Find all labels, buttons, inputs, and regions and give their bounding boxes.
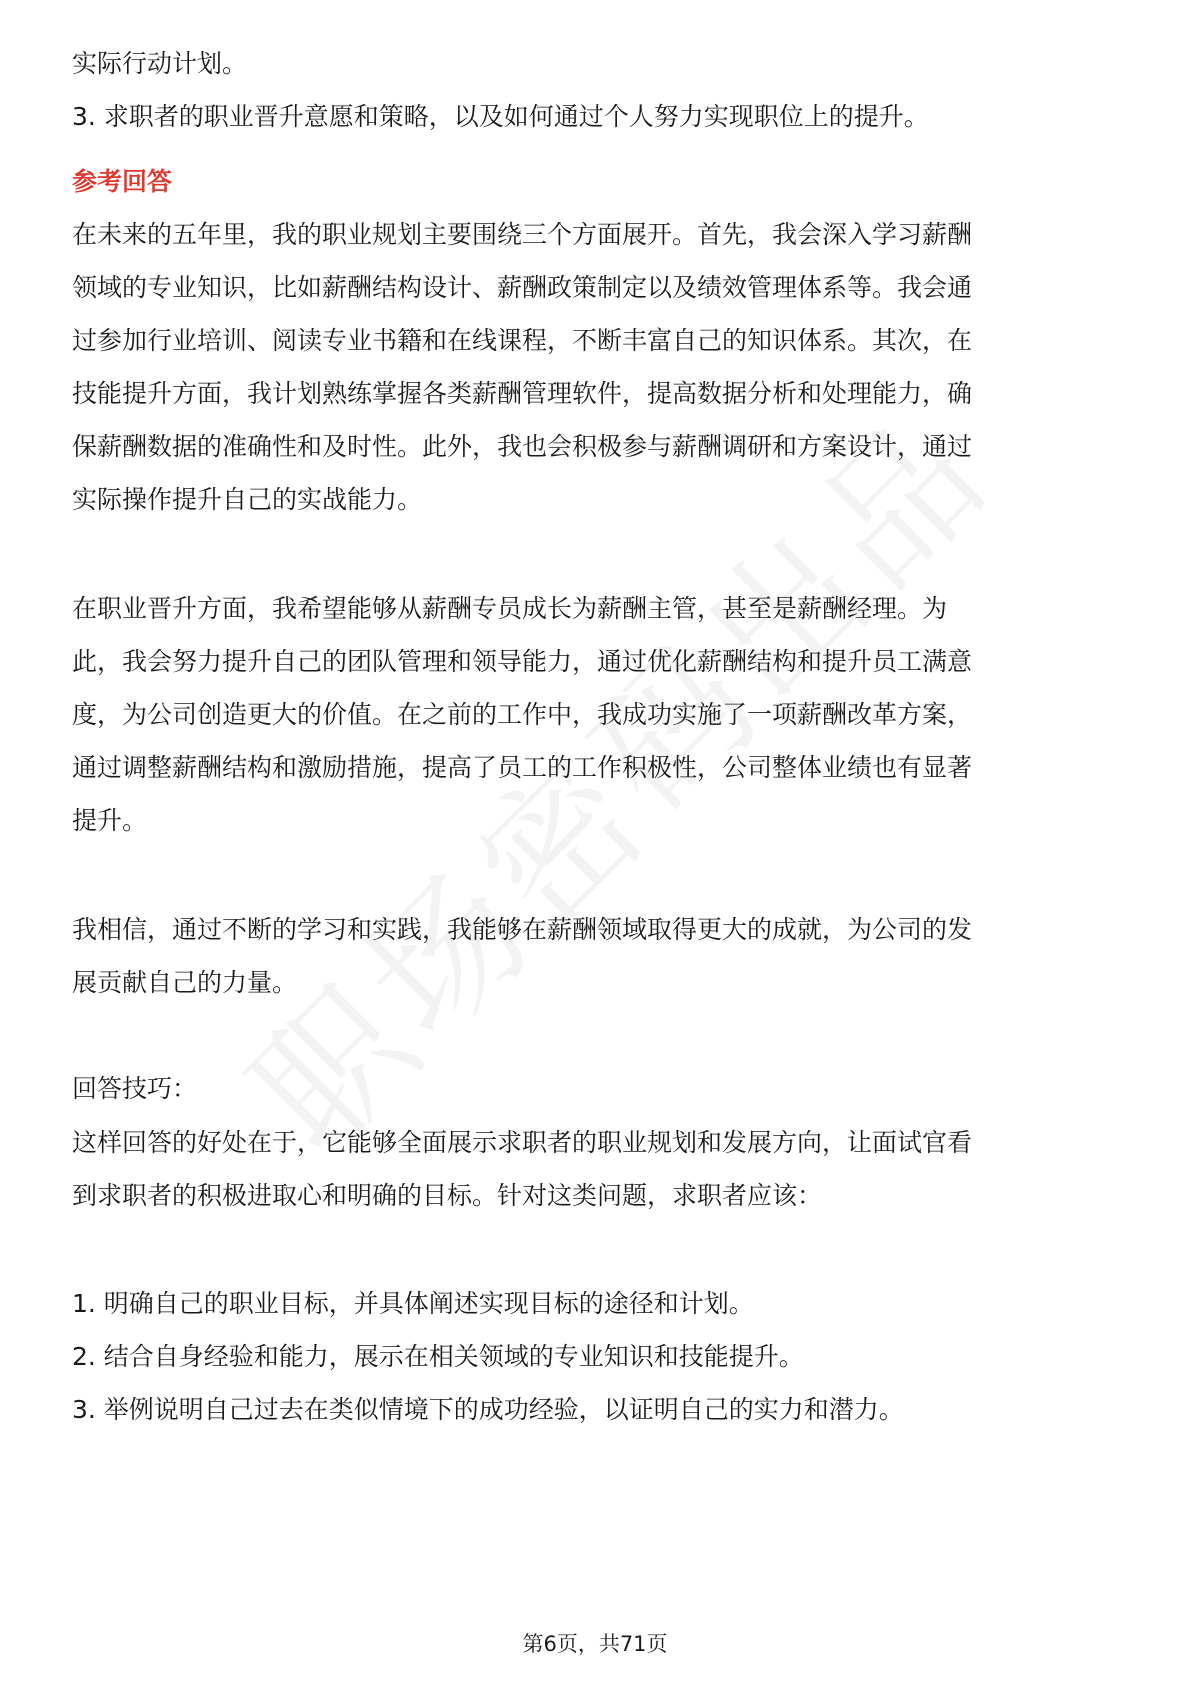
text-line: 在未来的五年里，我的职业规划主要围绕三个方面展开。首先，我会深入学习薪酬 (72, 220, 973, 249)
list-item: 1. 明确自己的职业目标，并具体阐述实现目标的途径和计划。 (72, 1289, 754, 1318)
text-line: 保薪酬数据的准确性和及时性。此外，我也会积极参与薪酬调研和方案设计，通过 (72, 432, 973, 461)
text-line: 我相信，通过不断的学习和实践，我能够在薪酬领域取得更大的成就，为公司的发 (72, 915, 973, 944)
text-line: 过参加行业培训、阅读专业书籍和在线课程，不断丰富自己的知识体系。其次，在 (72, 326, 973, 355)
text-line: 提升。 (72, 806, 148, 835)
text-line: 在职业晋升方面，我希望能够从薪酬专员成长为薪酬主管，甚至是薪酬经理。为 (72, 594, 948, 623)
list-item: 2. 结合自身经验和能力，展示在相关领域的专业知识和技能提升。 (72, 1342, 804, 1371)
text-line: 到求职者的积极进取心和明确的目标。针对这类问题，求职者应该： (72, 1181, 823, 1210)
text-line: 实际操作提升自己的实战能力。 (72, 485, 423, 514)
list-item: 3. 求职者的职业晋升意愿和策略，以及如何通过个人努力实现职位上的提升。 (72, 102, 929, 131)
text-line: 此，我会努力提升自己的团队管理和领导能力，通过优化薪酬结构和提升员工满意 (72, 647, 973, 676)
text-line: 领域的专业知识，比如薪酬结构设计、薪酬政策制定以及绩效管理体系等。我会通 (72, 273, 973, 302)
text-line: 这样回答的好处在于，它能够全面展示求职者的职业规划和发展方向，让面试官看 (72, 1128, 973, 1157)
text-line: 度，为公司创造更大的价值。在之前的工作中，我成功实施了一项薪酬改革方案， (72, 700, 973, 729)
page-number: 第6页，共71页 (522, 1632, 668, 1656)
tips-heading: 回答技巧： (72, 1074, 198, 1103)
list-item: 3. 举例说明自己过去在类似情境下的成功经验，以证明自己的实力和潜力。 (72, 1395, 904, 1424)
text-line: 展贡献自己的力量。 (72, 968, 298, 997)
section-heading: 参考回答 (72, 167, 173, 196)
text-line: 实际行动计划。 (72, 49, 248, 78)
text-line: 通过调整薪酬结构和激励措施，提高了员工的工作积极性，公司整体业绩也有显著 (72, 753, 973, 782)
text-line: 技能提升方面，我计划熟练掌握各类薪酬管理软件，提高数据分析和处理能力，确 (72, 379, 973, 408)
